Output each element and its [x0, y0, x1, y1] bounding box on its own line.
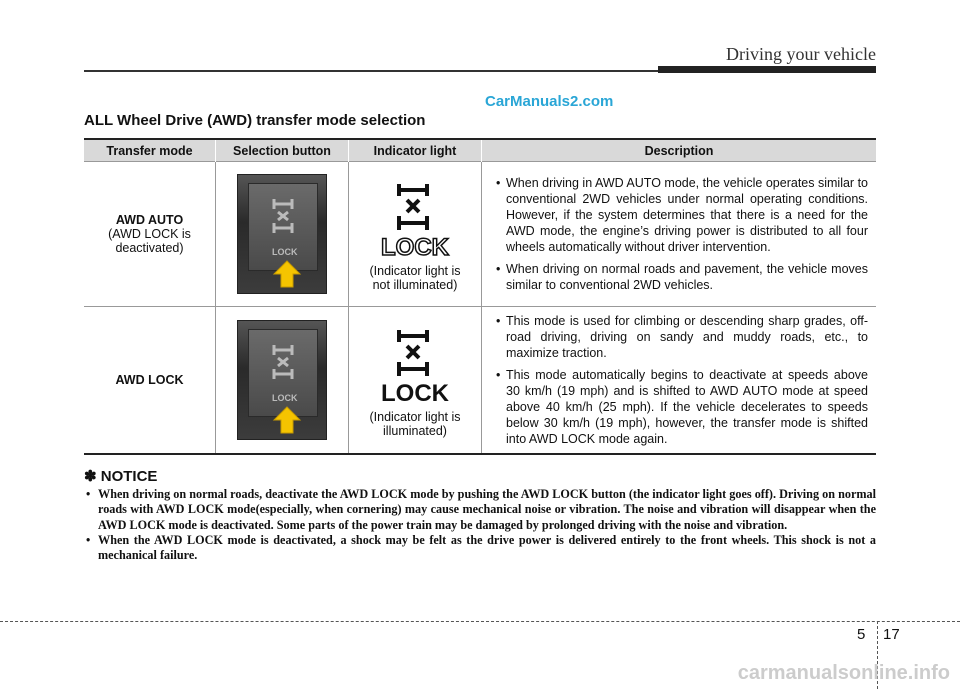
button-cell: [216, 307, 349, 455]
table-row: [84, 307, 876, 455]
header-bar: [658, 66, 876, 73]
notice-item: • When driving on normal roads, deactivate the AWD LOCK mode by pushing the AWD LOCK button (the indicator light goes off). Driving on normal roads with AWD LOCK mode(especially, when cornering) may cause mechanical noise or vibration. The noise and vibration will disappear when the AWD LOCK mode is deactivated. Some parts of the power train may be damaged by prolonged driving with the noise and vibration.: [84, 487, 876, 533]
button-lock-label: LOCK: [272, 247, 298, 257]
chapter-number: 5: [857, 626, 866, 643]
list-item: • This mode automatically begins to deactivate at speeds above 30 km/h (19 mph) and is shifted to AWD AUTO mode at speed above 40 km/h (25 mph). If the vehicle decelerates to speeds below 30 km/h (19 mph), however, the transfer mode is shifted into AWD LOCK mode again.: [496, 367, 868, 447]
arrow-up-icon: [272, 405, 302, 435]
awd-lock-indicator-icon: [385, 326, 445, 382]
awd-icon: [268, 341, 298, 383]
arrow-up-icon: [272, 259, 302, 289]
indicator-caption: (Indicator light is not illuminated): [369, 264, 461, 292]
awd-lock-button-image: [237, 174, 327, 294]
list-item: • When driving in AWD AUTO mode, the vehicle operates similar to conventional 2WD vehicles under normal operating conditions. However, if the system determines that there is a need for the AWD mode, the engine’s driving power is distributed to all four wheels automatically without driver intervention.: [496, 175, 868, 255]
header-description: Description: [482, 139, 877, 162]
mode-cell: [84, 307, 216, 455]
table-row: [84, 162, 876, 307]
mode-name: AWD AUTO: [115, 213, 184, 227]
section-title: ALL Wheel Drive (AWD) transfer mode selection: [84, 112, 426, 129]
button-cell: [216, 162, 349, 307]
description-cell: [482, 162, 877, 307]
page-number: 17: [883, 626, 900, 643]
header-title: Driving your vehicle: [726, 44, 876, 64]
transfer-mode-table: [84, 138, 876, 455]
mode-name: AWD LOCK: [115, 373, 184, 387]
notice-body: [84, 487, 876, 563]
mode-sub: (AWD LOCK is deactivated): [108, 227, 191, 255]
button-lock-label: LOCK: [272, 393, 298, 403]
awd-lock-indicator-icon: [385, 180, 445, 236]
list-item: • This mode is used for climbing or descending sharp grades, off-road driving, driving on sandy and muddy roads, etc., to maximize traction.: [496, 313, 868, 361]
notice-title: ✽ NOTICE: [84, 468, 158, 485]
header-transfer-mode: Transfer mode: [84, 139, 216, 162]
indicator-lock-text: LOCK: [381, 234, 449, 261]
header-selection-button: Selection button: [216, 139, 349, 162]
table-header-row: [84, 139, 876, 162]
watermark-bottom: carmanualsonline.info: [737, 662, 950, 684]
header-indicator-light: Indicator light: [349, 139, 482, 162]
description-cell: [482, 307, 877, 455]
indicator-lock-text: LOCK: [381, 380, 449, 407]
footer-rule: [0, 621, 960, 622]
indicator-caption: (Indicator light is illuminated): [369, 410, 461, 438]
watermark-top: CarManuals2.com: [485, 93, 614, 110]
notice-item: • When the AWD LOCK mode is deactivated, a shock may be felt as the drive power is delivered entirely to the front wheels. This shock is not a mechanical failure.: [84, 533, 876, 564]
indicator-cell: [349, 307, 482, 455]
header-rule: [84, 70, 658, 72]
awd-lock-button-image: [237, 320, 327, 440]
indicator-cell: [349, 162, 482, 307]
list-item: • When driving on normal roads and pavement, the vehicle moves similar to conventional 2WD vehicles.: [496, 261, 868, 293]
mode-cell: [84, 162, 216, 307]
awd-icon: [268, 195, 298, 237]
